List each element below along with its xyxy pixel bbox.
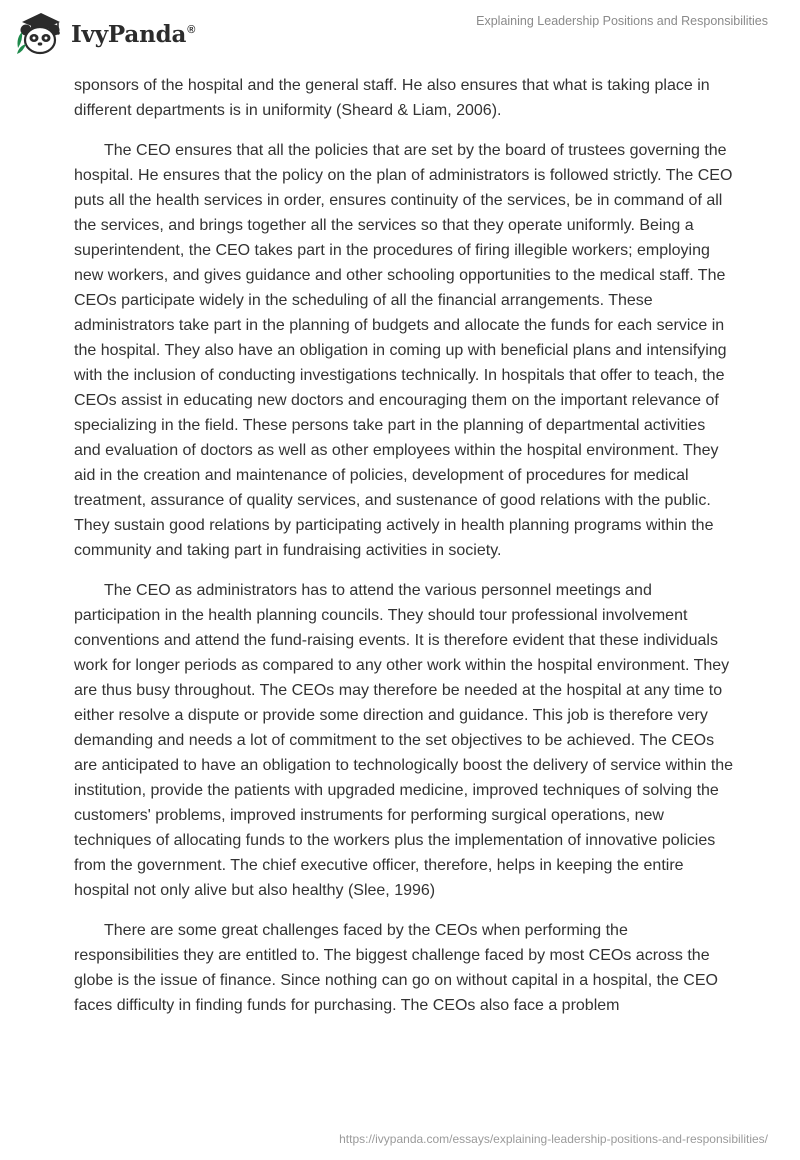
- page-header: [0, 0, 800, 70]
- brand-name: IvyPanda®: [71, 20, 196, 48]
- brand-logo[interactable]: [14, 8, 195, 58]
- essay-body: [74, 73, 734, 1018]
- source-url[interactable]: https://ivypanda.com/essays/explaining-leadership-positions-and-responsibilities/: [339, 1132, 768, 1146]
- paragraph-1: sponsors of the hospital and the general staff. He also ensures that what is taking place in different departments is in uniformity (Sheard & Liam, 2006).: [74, 77, 710, 119]
- paragraph-2: The CEO ensures that all the policies that are set by the board of trustees governing the hospital. He ensures that the policy on the plan of administrators is followed strictly. The CEO puts all the health services in order, ensures continuity of the services, be in command of all the services, and brings together all the services so that they operate uniformly. Being a superintendent, the CEO takes part in the procedures of firing illegible workers; employing new workers, and gives guidance and other schooling opportunities to the medical staff. The CEOs participate widely in the scheduling of all the financial arrangements. These administrators take part in the planning of budgets and allocate the funds for each service in the hospital. They also have an obligation in coming up with beneficial plans and intensifying with the inclusion of conducting investigations technically. In hospitals that offer to teach, the CEOs assist in educating new doctors and encouraging them on the important relevance of specializing in the field. These persons take part in the planning of departmental activities and evaluation of doctors as well as other employees within the hospital environment. They aid in the creation and maintenance of policies, development of procedures for medical treatment, assurance of quality services, and sustenance of good relations with the public. They sustain good relations by participating actively in health planning programs within the community and taking part in fundraising activities in society.: [74, 142, 733, 559]
- document-title: Explaining Leadership Positions and Responsibilities: [476, 14, 768, 28]
- registered-mark: ®: [187, 23, 196, 36]
- panda-graduate-icon: [14, 8, 64, 58]
- paragraph-4: There are some great challenges faced by the CEOs when performing the responsibilities they are entitled to. The biggest challenge faced by most CEOs across the globe is the issue of finance. Since nothing can go on without capital in a hospital, the CEO faces difficulty in finding funds for purchasing. The CEOs also face a problem: [74, 922, 718, 1014]
- paragraph-3: The CEO as administrators has to attend the various personnel meetings and participation in the health planning councils. They should tour professional involvement conventions and attend the fund-raising events. It is therefore evident that these individuals work for longer periods as compared to any other work within the hospital environment. They are thus busy throughout. The CEOs may therefore be needed at the hospital at any time to either resolve a dispute or provide some direction and guidance. This job is therefore very demanding and needs a lot of commitment to the set objectives to be achieved. The CEOs are anticipated to have an obligation to technologically boost the delivery of service within the institution, provide the patients with upgraded medicine, improved techniques of solving the customers' problems, improved instruments for performing surgical operations, new techniques of allocating funds to the workers plus the implementation of innovative policies from the government. The chief executive officer, therefore, helps in keeping the entire hospital not only alive but also healthy (Slee, 1996): [74, 582, 734, 899]
